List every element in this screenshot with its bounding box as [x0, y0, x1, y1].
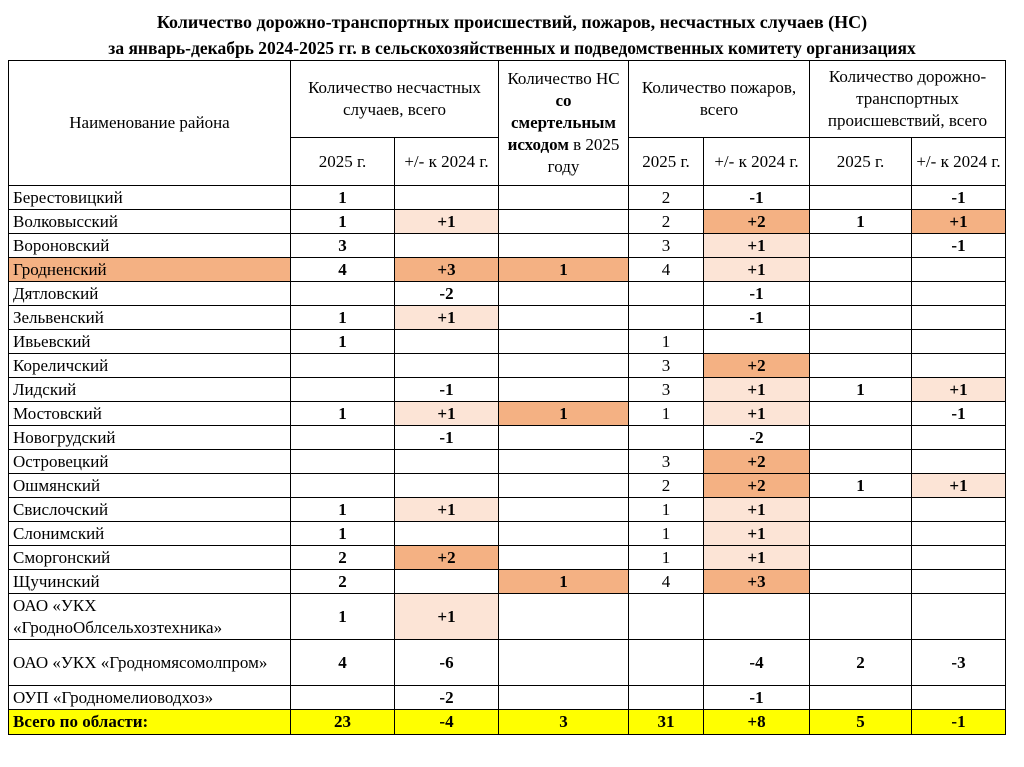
cell-name: Кореличский: [9, 354, 291, 378]
cell-fatal: [499, 450, 629, 474]
cell-dtp: [810, 402, 912, 426]
cell-acc-d: +1: [395, 402, 499, 426]
cell-acc: [291, 450, 395, 474]
cell-dtp: [810, 426, 912, 450]
cell-fire: 1: [629, 498, 704, 522]
cell-fire: 2: [629, 474, 704, 498]
cell-fire-d: +1: [704, 234, 810, 258]
cell-dtp: [810, 354, 912, 378]
cell-dtp-d: [912, 594, 1006, 640]
cell-fatal: [499, 474, 629, 498]
cell-fire: 2: [629, 186, 704, 210]
cell-acc: 1: [291, 522, 395, 546]
cell-dtp: [810, 450, 912, 474]
cell-fatal: [499, 330, 629, 354]
cell-dtp-d: [912, 570, 1006, 594]
cell-name: Островецкий: [9, 450, 291, 474]
cell-dtp-d: [912, 450, 1006, 474]
title-line-1: Количество дорожно-транспортных происшествий, пожаров, несчастных случаев (НС): [156, 12, 868, 32]
cell-dtp-d: +1: [912, 210, 1006, 234]
cell-dtp-d: [912, 354, 1006, 378]
cell-fire: 1: [629, 522, 704, 546]
table-row: [9, 210, 1006, 234]
cell-dtp: [810, 594, 912, 640]
cell-fatal: [499, 546, 629, 570]
total-acc: 23: [291, 710, 395, 735]
cell-acc-d: [395, 234, 499, 258]
cell-dtp: 1: [810, 474, 912, 498]
cell-acc-d: [395, 330, 499, 354]
cell-fire-d: +2: [704, 450, 810, 474]
cell-fire-d: -1: [704, 686, 810, 710]
cell-name: Сморгонский: [9, 546, 291, 570]
total-acc-d: -4: [395, 710, 499, 735]
header-acc-change: +/- к 2024 г.: [395, 138, 499, 186]
cell-fatal: [499, 282, 629, 306]
cell-fire: [629, 306, 704, 330]
cell-name: ОАО «УКХ «ГродноОблсельхозтехника»: [9, 594, 291, 640]
cell-name: Лидский: [9, 378, 291, 402]
cell-fire-d: -1: [704, 306, 810, 330]
cell-name: Зельвенский: [9, 306, 291, 330]
cell-fire: [629, 426, 704, 450]
cell-acc: [291, 354, 395, 378]
cell-name: Щучинский: [9, 570, 291, 594]
cell-acc: 1: [291, 210, 395, 234]
header-fire-year: 2025 г.: [629, 138, 704, 186]
cell-dtp: 2: [810, 640, 912, 686]
cell-dtp: [810, 522, 912, 546]
cell-dtp-d: [912, 546, 1006, 570]
cell-fatal: [499, 234, 629, 258]
cell-acc: 2: [291, 570, 395, 594]
table-row: [9, 594, 1006, 640]
cell-fatal: 1: [499, 402, 629, 426]
header-dtp-year: 2025 г.: [810, 138, 912, 186]
cell-acc: 1: [291, 186, 395, 210]
cell-fatal: [499, 686, 629, 710]
cell-dtp-d: [912, 426, 1006, 450]
cell-dtp-d: -1: [912, 234, 1006, 258]
cell-acc-d: +1: [395, 498, 499, 522]
cell-dtp: [810, 306, 912, 330]
cell-fire: 1: [629, 402, 704, 426]
cell-dtp-d: -3: [912, 640, 1006, 686]
table-row: [9, 378, 1006, 402]
cell-dtp: [810, 258, 912, 282]
cell-acc: [291, 426, 395, 450]
cell-dtp-d: [912, 522, 1006, 546]
cell-fire: [629, 640, 704, 686]
header-accidents: Количество несчастных случаев, всего: [291, 61, 499, 138]
table-row: [9, 306, 1006, 330]
cell-acc-d: +2: [395, 546, 499, 570]
table-row: [9, 354, 1006, 378]
cell-fire: 1: [629, 546, 704, 570]
cell-dtp-d: -1: [912, 402, 1006, 426]
cell-fire-d: +2: [704, 210, 810, 234]
cell-dtp: [810, 570, 912, 594]
cell-acc-d: -1: [395, 378, 499, 402]
cell-fatal: [499, 306, 629, 330]
cell-dtp: [810, 686, 912, 710]
cell-fatal: [499, 594, 629, 640]
cell-dtp-d: +1: [912, 378, 1006, 402]
cell-fatal: [499, 378, 629, 402]
cell-name: Слонимский: [9, 522, 291, 546]
cell-dtp-d: [912, 686, 1006, 710]
cell-fire-d: +2: [704, 474, 810, 498]
cell-acc: [291, 686, 395, 710]
header-traffic: Количество дорожно-транспортных происшевствий, всего: [810, 61, 1006, 138]
cell-fire: [629, 686, 704, 710]
cell-name: Вороновский: [9, 234, 291, 258]
header-dtp-change: +/- к 2024 г.: [912, 138, 1006, 186]
table-row: [9, 450, 1006, 474]
cell-name: Волковысский: [9, 210, 291, 234]
cell-acc-d: [395, 186, 499, 210]
table-row: [9, 570, 1006, 594]
cell-acc-d: +1: [395, 210, 499, 234]
cell-acc-d: -2: [395, 686, 499, 710]
table-row: [9, 186, 1006, 210]
table-row: [9, 258, 1006, 282]
table-row: [9, 522, 1006, 546]
cell-acc: 1: [291, 306, 395, 330]
cell-fire-d: +1: [704, 522, 810, 546]
cell-fire-d: +1: [704, 258, 810, 282]
total-dtp: 5: [810, 710, 912, 735]
cell-name: Дятловский: [9, 282, 291, 306]
cell-fire-d: -4: [704, 640, 810, 686]
cell-name: Гродненский: [9, 258, 291, 282]
cell-dtp-d: -1: [912, 186, 1006, 210]
cell-acc-d: [395, 522, 499, 546]
statistics-table: [8, 60, 1006, 735]
total-name: Всего по области:: [9, 710, 291, 735]
cell-acc: [291, 474, 395, 498]
cell-fire-d: -1: [704, 282, 810, 306]
cell-fatal: [499, 354, 629, 378]
cell-acc: 1: [291, 402, 395, 426]
cell-fire-d: [704, 330, 810, 354]
cell-acc: 4: [291, 640, 395, 686]
cell-fatal: [499, 210, 629, 234]
cell-dtp-d: +1: [912, 474, 1006, 498]
cell-acc-d: [395, 474, 499, 498]
cell-fire: 2: [629, 210, 704, 234]
cell-fire-d: [704, 594, 810, 640]
cell-acc-d: +1: [395, 306, 499, 330]
total-row: [9, 710, 1006, 735]
cell-dtp: [810, 234, 912, 258]
cell-dtp-d: [912, 498, 1006, 522]
cell-acc: 3: [291, 234, 395, 258]
cell-fire: 4: [629, 258, 704, 282]
cell-fatal: [499, 426, 629, 450]
cell-acc-d: [395, 354, 499, 378]
header-fatal: Количество НС со смертельным исходом в 2025 году: [499, 61, 629, 186]
cell-fire-d: +1: [704, 546, 810, 570]
cell-name: Ивьевский: [9, 330, 291, 354]
total-fatal: 3: [499, 710, 629, 735]
header-acc-year: 2025 г.: [291, 138, 395, 186]
cell-fatal: [499, 522, 629, 546]
cell-acc: 1: [291, 330, 395, 354]
cell-fire: [629, 282, 704, 306]
cell-fire: 3: [629, 354, 704, 378]
cell-name: ОАО «УКХ «Гродномясомолпром»: [9, 640, 291, 686]
cell-dtp: 1: [810, 210, 912, 234]
cell-fire: 4: [629, 570, 704, 594]
cell-acc: 4: [291, 258, 395, 282]
cell-acc-d: [395, 450, 499, 474]
cell-fire-d: +1: [704, 402, 810, 426]
cell-fire-d: +1: [704, 498, 810, 522]
cell-acc-d: -1: [395, 426, 499, 450]
cell-fire-d: +3: [704, 570, 810, 594]
cell-dtp: [810, 330, 912, 354]
total-fire-d: +8: [704, 710, 810, 735]
table-row: [9, 546, 1006, 570]
table-row: [9, 330, 1006, 354]
cell-acc-d: [395, 570, 499, 594]
cell-name: Мостовский: [9, 402, 291, 426]
cell-dtp: [810, 186, 912, 210]
cell-dtp: 1: [810, 378, 912, 402]
cell-dtp-d: [912, 306, 1006, 330]
table-row: [9, 640, 1006, 686]
cell-fire: 3: [629, 450, 704, 474]
table-row: [9, 474, 1006, 498]
cell-acc-d: -2: [395, 282, 499, 306]
cell-fire: 3: [629, 378, 704, 402]
cell-dtp-d: [912, 330, 1006, 354]
total-fire: 31: [629, 710, 704, 735]
table-row: [9, 234, 1006, 258]
cell-fire-d: +1: [704, 378, 810, 402]
cell-fire-d: +2: [704, 354, 810, 378]
table-row: [9, 426, 1006, 450]
cell-acc-d: -6: [395, 640, 499, 686]
header-fire-change: +/- к 2024 г.: [704, 138, 810, 186]
cell-fire: [629, 594, 704, 640]
cell-dtp: [810, 282, 912, 306]
cell-fatal: [499, 640, 629, 686]
cell-acc: 1: [291, 498, 395, 522]
cell-dtp: [810, 546, 912, 570]
cell-fire-d: -2: [704, 426, 810, 450]
table-row: [9, 282, 1006, 306]
cell-fatal: 1: [499, 258, 629, 282]
cell-dtp-d: [912, 282, 1006, 306]
header-district: Наименование района: [9, 61, 291, 186]
table-row: [9, 498, 1006, 522]
cell-fatal: 1: [499, 570, 629, 594]
cell-dtp-d: [912, 258, 1006, 282]
cell-acc-d: +1: [395, 594, 499, 640]
cell-dtp: [810, 498, 912, 522]
header-fires: Количество пожаров, всего: [629, 61, 810, 138]
cell-acc: 1: [291, 594, 395, 640]
title-line-2: за январь-декабрь 2024-2025 гг. в сельскохозяйственных и подведомственных комитету организациях: [108, 38, 916, 58]
table-row: [9, 686, 1006, 710]
cell-name: Ошмянский: [9, 474, 291, 498]
cell-acc: [291, 282, 395, 306]
cell-fire-d: -1: [704, 186, 810, 210]
cell-acc: [291, 378, 395, 402]
cell-acc: 2: [291, 546, 395, 570]
cell-acc-d: +3: [395, 258, 499, 282]
total-dtp-d: -1: [912, 710, 1006, 735]
cell-name: Новогрудский: [9, 426, 291, 450]
cell-name: ОУП «Гродномелиоводхоз»: [9, 686, 291, 710]
cell-fatal: [499, 498, 629, 522]
cell-fire: 3: [629, 234, 704, 258]
cell-name: Свислочский: [9, 498, 291, 522]
table-row: [9, 402, 1006, 426]
cell-fatal: [499, 186, 629, 210]
cell-name: Берестовицкий: [9, 186, 291, 210]
cell-fire: 1: [629, 330, 704, 354]
